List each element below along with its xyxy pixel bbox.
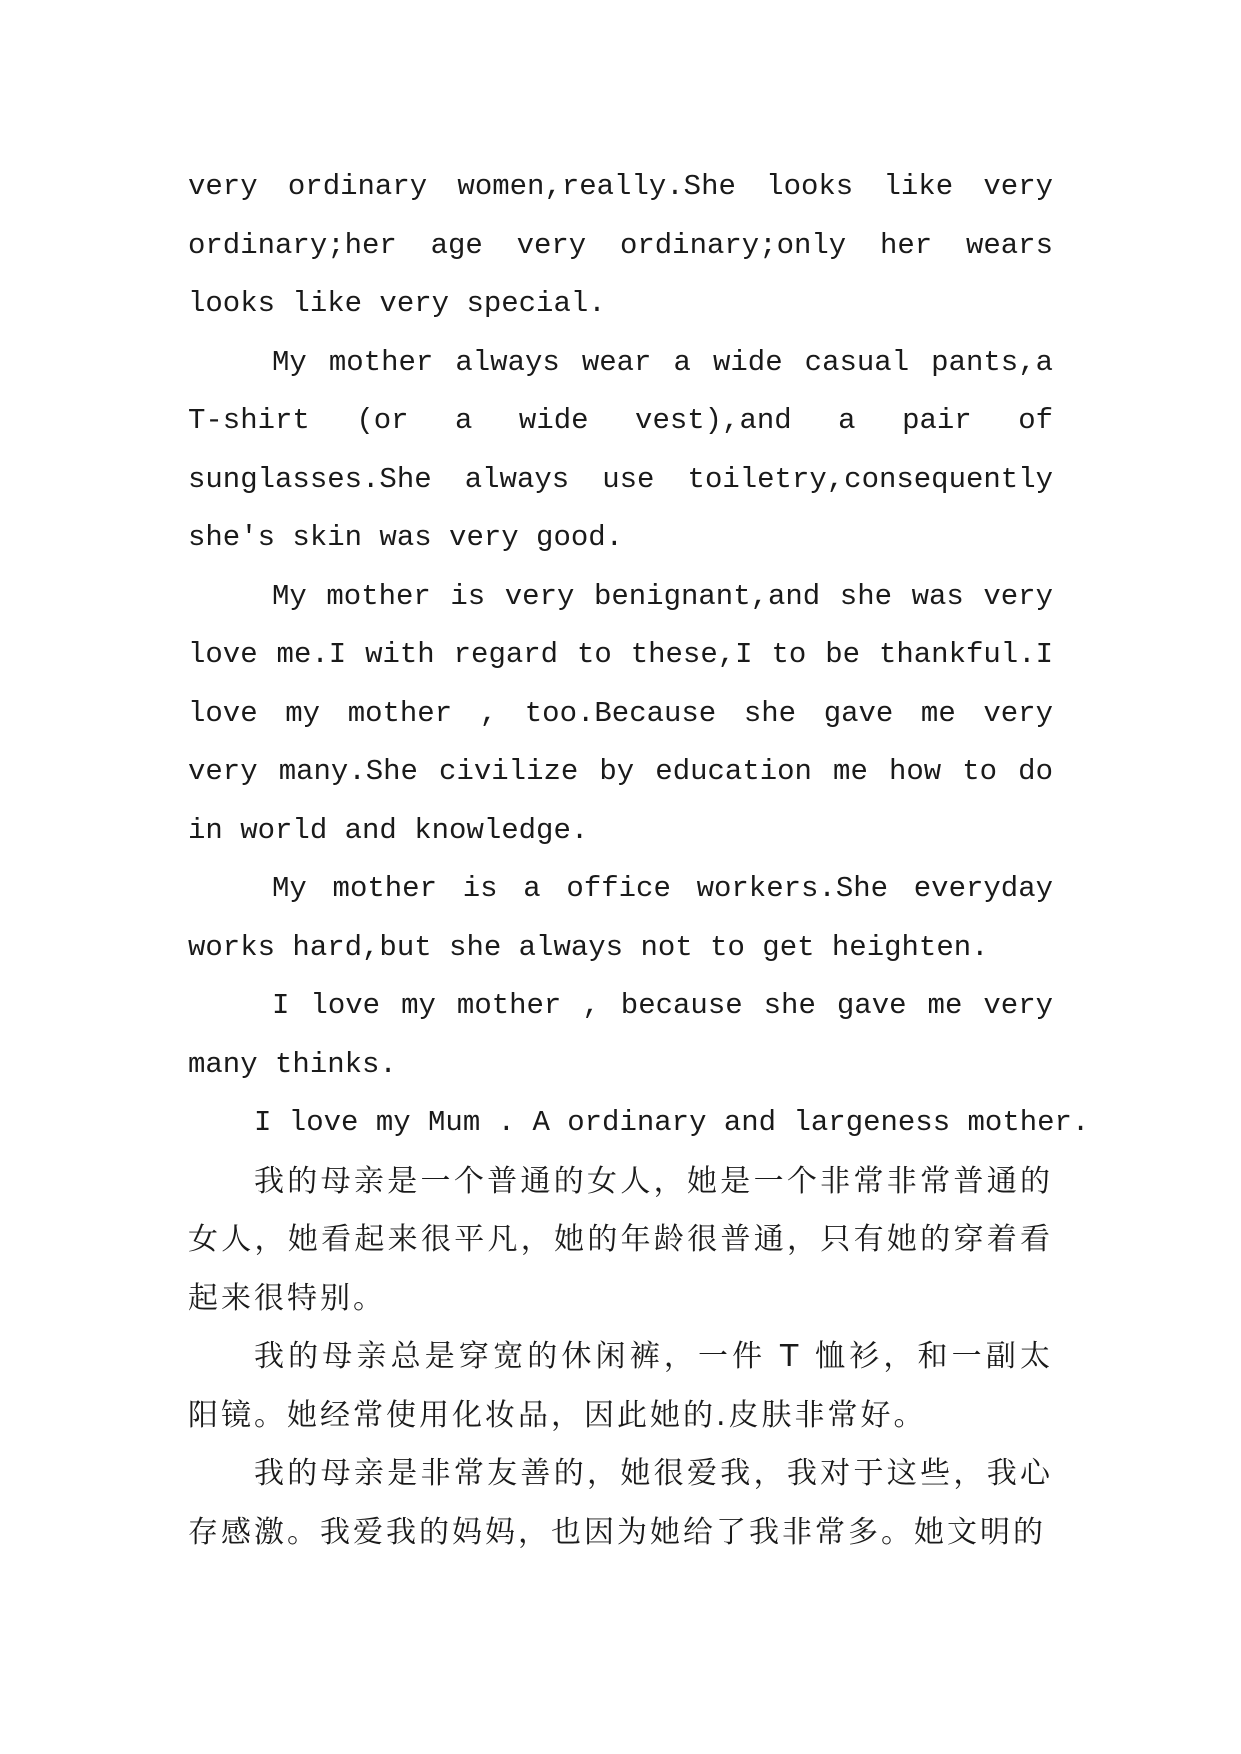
paragraph-9-chinese: 我的母亲是非常友善的，她很爱我，我对于这些，我心存感激。我爱我的妈妈，也因为她给了我非常多。她文明的 bbox=[188, 1456, 1053, 1550]
document-body bbox=[188, 158, 1090, 1562]
paragraph-2: My mother always wear a wide casual pants,a T-shirt (or a wide vest),and a pair of sunglasses.She always use toiletry,consequently she's skin was very good. bbox=[188, 345, 1053, 554]
paragraph-3: My mother is very benignant,and she was very love me.I with regard to these,I to be thankful.I love my mother , too.Because she gave me very very many.She civilize by education me how to do in world and knowledge. bbox=[188, 579, 1053, 847]
paragraph-8-chinese: 我的母亲总是穿宽的休闲裤，一件 T 恤衫，和一副太阳镜。她经常使用化妆品，因此她的.皮肤非常好。 bbox=[188, 1339, 1053, 1433]
paragraph-1: very ordinary women,really.She looks like very ordinary;her age very ordinary;only her wears looks like very special. bbox=[188, 170, 1053, 320]
paragraph-6: I love my Mum . A ordinary and largeness mother. bbox=[254, 1106, 1090, 1139]
paragraph-7-chinese: 我的母亲是一个普通的女人，她是一个非常非常普通的女人，她看起来很平凡，她的年龄很普通，只有她的穿着看起来很特别。 bbox=[188, 1163, 1053, 1316]
paragraph-5: I love my mother , because she gave me very many thinks. bbox=[188, 989, 1053, 1081]
paragraph-4: My mother is a office workers.She everyday works hard,but she always not to get heighten. bbox=[188, 872, 1053, 964]
